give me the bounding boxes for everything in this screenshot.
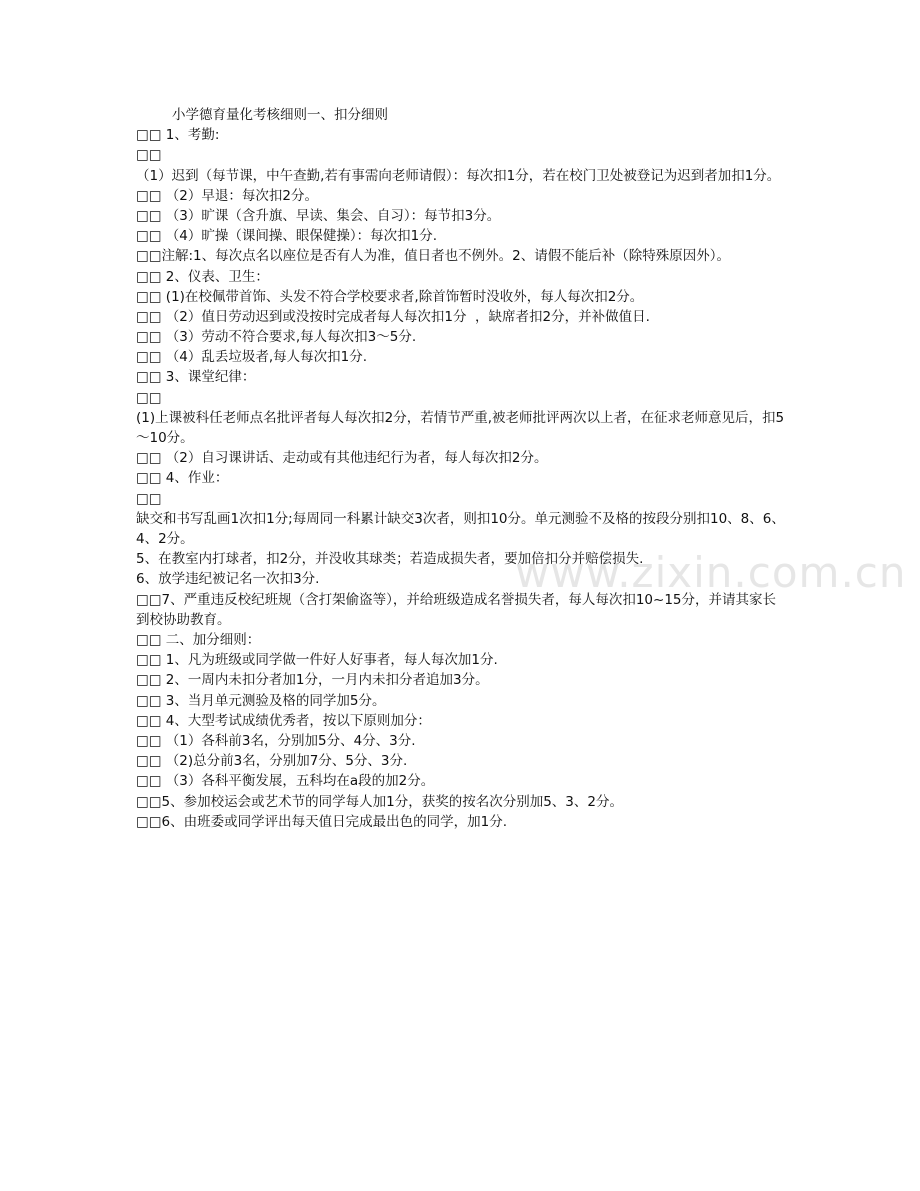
- text-paragraph: （1）迟到（每节课，中午查勤,若有事需向老师请假）：每次扣1分，若在校门卫处被登记为迟到者加扣1分。: [136, 167, 781, 184]
- watermark: www.zixin.com.cn: [515, 548, 907, 597]
- text-line: □□5、参加校运会或艺术节的同学每人加1分，获奖的按名次分别加5、3、2分。: [136, 793, 623, 810]
- document-title: 小学德育量化考核细则一、扣分细则: [172, 107, 388, 123]
- section-heading-appearance: □□ 2、仪表、卫生：: [136, 268, 269, 285]
- text-line: □□ （2）值日劳动迟到或没按时完成者每人每次扣1分 ，缺席者扣2分，并补做值日.: [136, 308, 650, 325]
- text-line: □□ 3、当月单元测验及格的同学加5分。: [136, 692, 386, 709]
- text-line: □□ （2）早退：每次扣2分。: [136, 187, 318, 204]
- text-line: □□ （4）乱丢垃圾者,每人每次扣1分.: [136, 349, 368, 366]
- text-line: □□ （3）各科平衡发展，五科均在a段的加2分。: [136, 773, 435, 790]
- text-line: □□ （1）各科前3名，分别加5分、4分、3分.: [136, 732, 416, 749]
- text-line: □□6、由班委或同学评出每天值日完成最出色的同学，加1分.: [136, 813, 507, 830]
- section-heading-classroom: □□ 3、课堂纪律：: [136, 369, 256, 386]
- text-line: □□ （3）劳动不符合要求,每人每次扣3～5分.: [136, 329, 417, 346]
- document-body: [136, 105, 786, 832]
- section-heading-attendance: □□ 1、考勤:: [136, 127, 220, 144]
- text-line: □□ （2）自习课讲话、走动或有其他违纪行为者，每人每次扣2分。: [136, 450, 548, 467]
- section-heading-bonus: □□ 二、加分细则：: [136, 632, 261, 648]
- text-line: □□ 1、凡为班级或同学做一件好人好事者，每人每次加1分.: [136, 652, 498, 669]
- text-line: 6、放学违纪被记名一次扣3分.: [136, 571, 320, 588]
- text-line: □□ （2)总分前3名，分别加7分、5分、3分.: [136, 753, 408, 770]
- text-paragraph: □□注解:1、每次点名以座位是否有人为准，值日者也不例外。2、请假不能后补（除特殊原因外）。: [136, 248, 730, 265]
- text-line: 5、在教室内打球者，扣2分，并没收其球类；若造成损失者，要加倍扣分并赔偿损失.: [136, 551, 644, 568]
- section-heading-homework: □□ 4、作业：: [136, 470, 229, 487]
- text-line: □□ （4）旷操（课间操、眼保健操）：每次扣1分.: [136, 228, 438, 245]
- text-line: □□: [136, 147, 162, 164]
- text-line: □□ 4、大型考试成绩优秀者，按以下原则加分：: [136, 712, 431, 729]
- text-line: □□ （3）旷课（含升旗、早读、集会、自习）：每节扣3分。: [136, 207, 501, 224]
- text-line: □□ 2、一周内未扣分者加1分，一月内未扣分者追加3分。: [136, 672, 489, 689]
- text-line: □□ (1)在校佩带首饰、头发不符合学校要求者,除首饰暂时没收外，每人每次扣2分。: [136, 288, 644, 305]
- text-line: □□: [136, 490, 162, 507]
- text-paragraph: □□7、严重违反校纪班规（含打架偷盗等），并给班级造成名誉损失者，每人每次扣10~15分，并请其家长到校协助教育。: [136, 591, 777, 628]
- text-paragraph: 缺交和书写乱画1次扣1分;每周同一科累计缺交3次者，则扣10分。单元测验不及格的按段分别扣10、8、6、4、2分。: [136, 510, 785, 548]
- text-line: □□: [136, 389, 162, 406]
- text-paragraph: (1)上课被科任老师点名批评者每人每次扣2分，若情节严重,被老师批评两次以上者，在征求老师意见后，扣5～10分。: [136, 409, 785, 447]
